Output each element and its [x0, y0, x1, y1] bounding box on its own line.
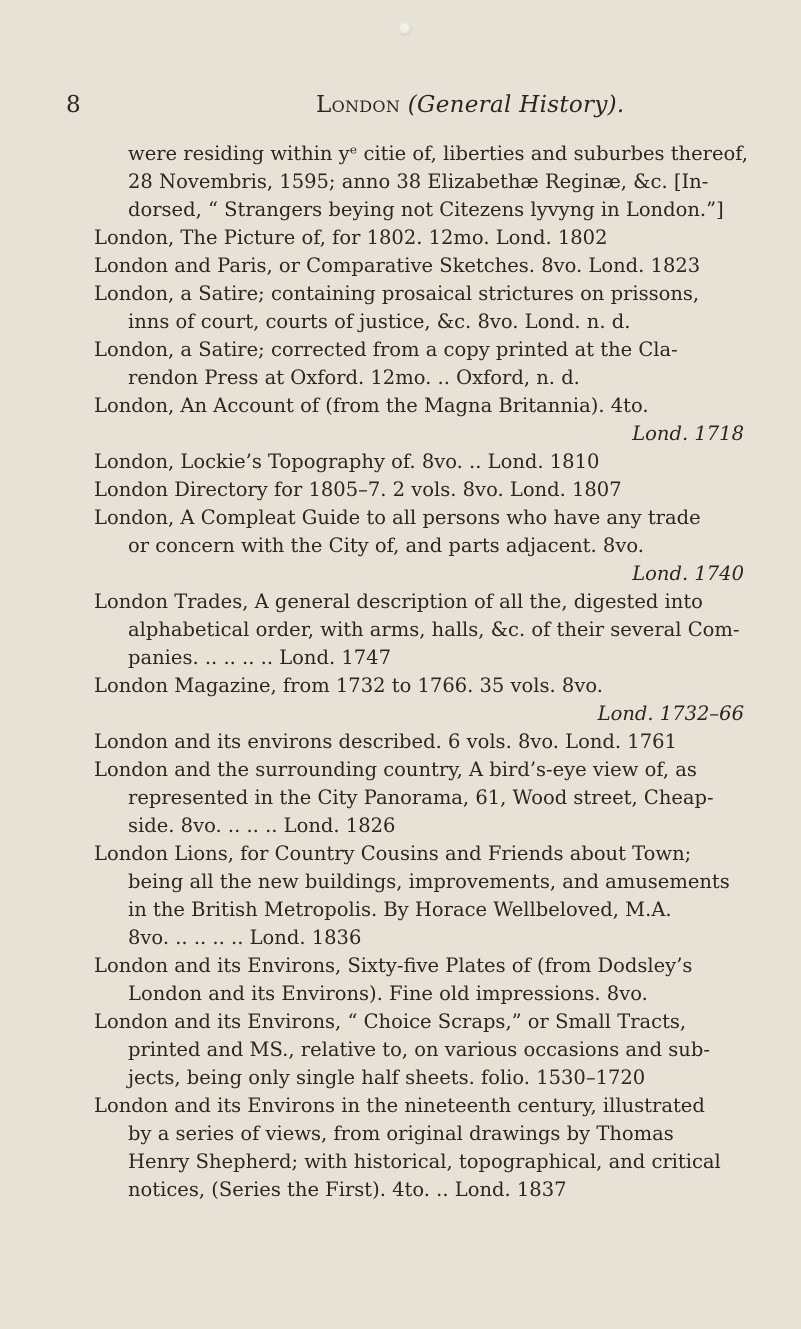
entry-line: or concern with the City of, and parts adjacent. 8vo.	[128, 534, 644, 557]
entry-line: London and its Environs, Sixty-five Plates of (from Dodsley’s	[94, 954, 693, 977]
bibliography-entry	[94, 1092, 744, 1204]
page-header	[0, 92, 801, 124]
entry-line: London and its Environs, “ Choice Scraps,” or Small Tracts,	[94, 1010, 687, 1033]
entry-line: alphabetical order, with arms, halls, &c. of their several Com-	[128, 618, 740, 641]
entry-line: London and Paris, or Comparative Sketches. 8vo. Lond. 1823	[94, 254, 701, 277]
bibliography-entries	[94, 140, 748, 1204]
page-number: 8	[66, 92, 81, 118]
entry-line: were residing within yᵉ citie of, liberties and suburbes thereof,	[128, 142, 748, 165]
entry-line: London Trades, A general description of all the, digested into	[94, 590, 703, 613]
entry-line: rendon Press at Oxford. 12mo. .. Oxford, n. d.	[128, 366, 580, 389]
entry-line: 8vo. .. .. .. .. Lond. 1836	[128, 926, 362, 949]
entry-line: London, a Satire; containing prosaical strictures on prissons,	[94, 282, 700, 305]
entry-line: by a series of views, from original drawings by Thomas	[128, 1122, 674, 1145]
entry-line: London and its environs described. 6 vols. 8vo. Lond. 1761	[94, 730, 677, 753]
entry-line: London, Lockie’s Topography of. 8vo. .. Lond. 1810	[94, 450, 600, 473]
bibliography-entry	[94, 392, 744, 448]
entry-line: represented in the City Panorama, 61, Wood street, Cheap-	[128, 786, 714, 809]
bibliography-entry	[94, 140, 748, 224]
bibliography-entry	[94, 448, 744, 476]
bibliography-entry	[94, 728, 744, 756]
entry-line: London, An Account of (from the Magna Britannia). 4to.	[94, 394, 649, 417]
bibliography-entry	[94, 280, 744, 336]
entry-line: London, A Compleat Guide to all persons who have any trade	[94, 506, 701, 529]
bibliography-entry	[94, 1008, 744, 1092]
bibliography-entry	[94, 336, 744, 392]
running-title-subtitle: (General History).	[407, 92, 625, 118]
entry-line: side. 8vo. .. .. .. Lond. 1826	[128, 814, 396, 837]
ink-blot-ornament	[398, 22, 412, 36]
bibliography-entry	[94, 756, 744, 840]
entry-line: jects, being only single half sheets. folio. 1530–1720	[128, 1066, 646, 1089]
bibliography-entry	[94, 840, 744, 952]
entry-line: printed and MS., relative to, on various occasions and sub-	[128, 1038, 710, 1061]
bibliography-entry	[94, 952, 744, 1008]
entry-line: Lond. 1732–66	[597, 702, 744, 725]
entry-line: in the British Metropolis. By Horace Wellbeloved, M.A.	[128, 898, 672, 921]
entry-line: London and its Environs). Fine old impressions. 8vo.	[128, 982, 648, 1005]
bibliography-entry	[94, 588, 744, 672]
bibliography-entry	[94, 476, 744, 504]
entry-line: Lond. 1718	[632, 422, 744, 445]
entry-line: being all the new buildings, improvements, and amusements	[128, 870, 730, 893]
entry-line: London, a Satire; corrected from a copy printed at the Cla-	[94, 338, 678, 361]
bibliography-entry	[94, 224, 744, 252]
entry-line: Lond. 1740	[632, 562, 744, 585]
entry-line: London Magazine, from 1732 to 1766. 35 vols. 8vo.	[94, 674, 603, 697]
entry-line: dorsed, “ Strangers beying not Citezens lyvyng in London.”]	[128, 198, 724, 221]
running-title-main: London	[316, 92, 401, 118]
entry-line: London, The Picture of, for 1802. 12mo. Lond. 1802	[94, 226, 608, 249]
entry-line: London and the surrounding country, A bird’s-eye view of, as	[94, 758, 697, 781]
entry-line: panies. .. .. .. .. Lond. 1747	[128, 646, 391, 669]
entry-line: London Lions, for Country Cousins and Friends about Town;	[94, 842, 692, 865]
entry-line: notices, (Series the First). 4to. .. Lond. 1837	[128, 1178, 567, 1201]
bibliography-entry	[94, 672, 744, 728]
bibliography-entry	[94, 252, 744, 280]
entry-line: Henry Shepherd; with historical, topographical, and critical	[128, 1150, 721, 1173]
running-title	[316, 92, 625, 118]
entry-line: London Directory for 1805–7. 2 vols. 8vo. Lond. 1807	[94, 478, 622, 501]
entry-line: 28 Novembris, 1595; anno 38 Elizabethæ Reginæ, &c. [In-	[128, 170, 709, 193]
entry-line: inns of court, courts of justice, &c. 8vo. Lond. n. d.	[128, 310, 631, 333]
bibliography-entry	[94, 504, 744, 588]
entry-line: London and its Environs in the nineteenth century, illustrated	[94, 1094, 705, 1117]
